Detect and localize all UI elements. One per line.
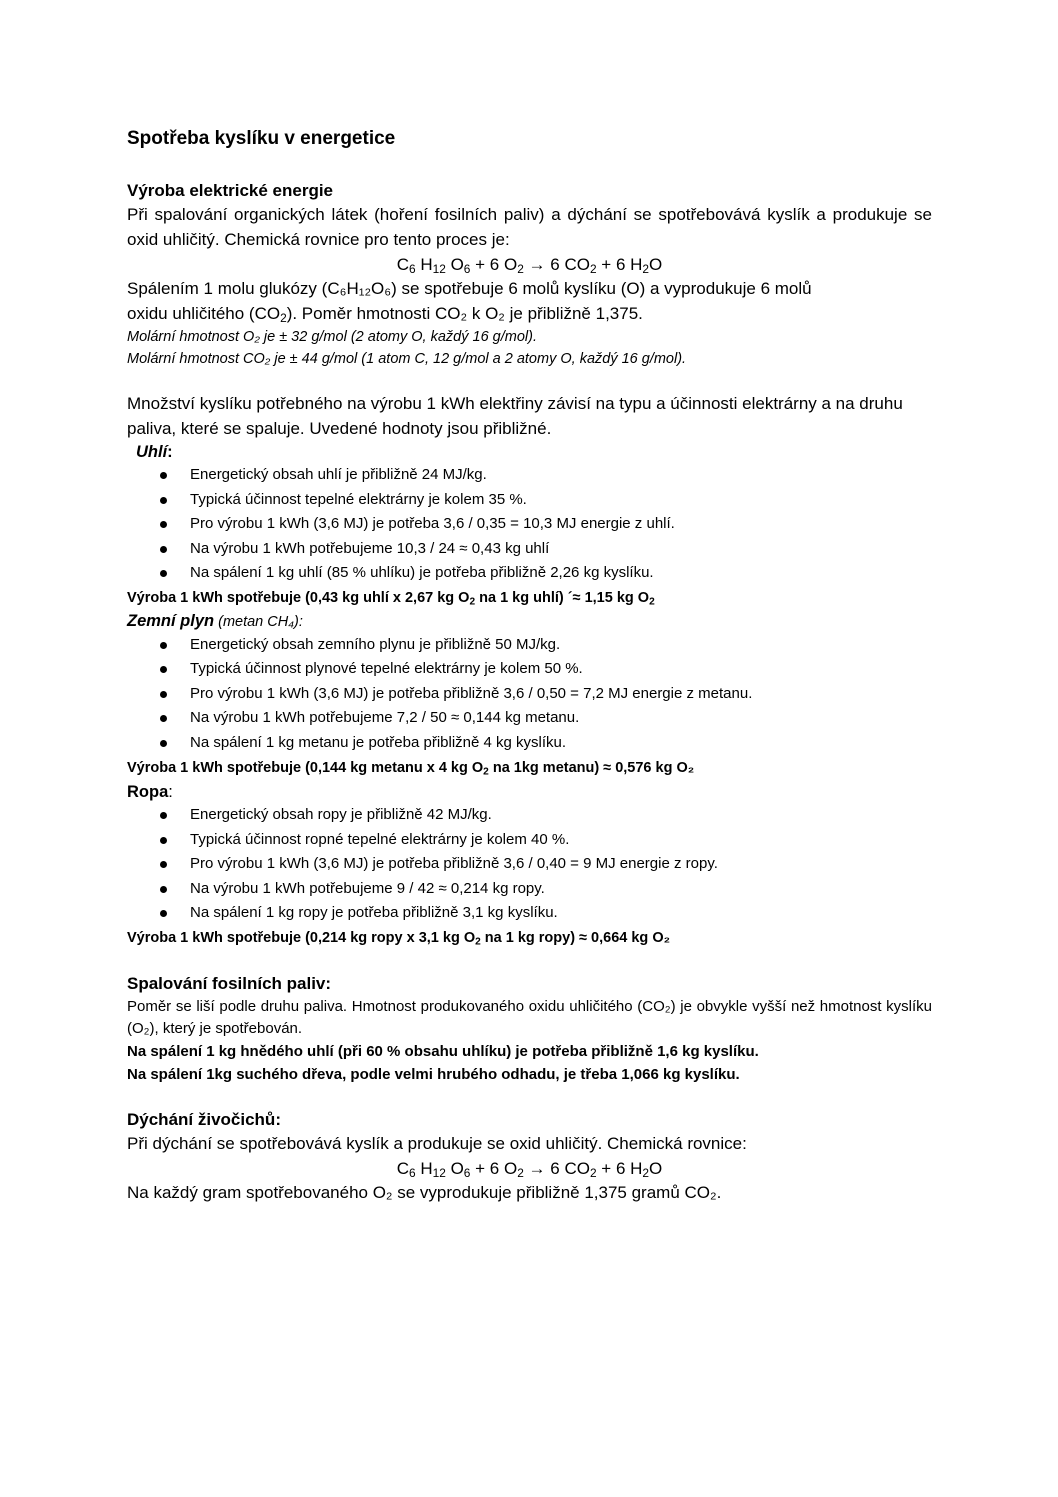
- list-item: [127, 512, 932, 537]
- eq-plus-h2o: + 6 H: [596, 1159, 643, 1178]
- amount-paragraph: Množství kyslíku potřebného na výrobu 1 kWh elektřiny závisí na typu a účinnosti elektrárny a na druhu paliva, které se spaluje. Uvedené hodnoty jsou přibližné.: [127, 394, 903, 438]
- section-heading-respiration: Dýchání živočichů:: [127, 1109, 281, 1129]
- section-heading-combustion: Spalování fosilních paliv:: [127, 973, 332, 993]
- chemical-equation-2: [127, 1156, 932, 1181]
- list-item-text: Typická účinnost ropné tepelné elektrárny je kolem 40 %.: [190, 830, 570, 848]
- list-item-text: Typická účinnost plynové tepelné elektrárny je kolem 50 %.: [190, 660, 583, 677]
- eq-h: H: [415, 255, 433, 274]
- list-item: [127, 828, 932, 853]
- eq-o-sub: 6: [463, 261, 471, 276]
- ratio-line-a: oxidu uhličitého (CO: [127, 303, 281, 323]
- eq-co2-sub: 2: [589, 261, 597, 276]
- oil-sum-sub: 2: [475, 936, 481, 948]
- list-item-text: Pro výrobu 1 kWh (3,6 MJ) je potřeba přibližně 3,6 / 0,40 = 9 MJ energie z ropy.: [190, 855, 718, 872]
- eq-plus-o2: + 6 O: [470, 255, 518, 274]
- list-item: [127, 731, 932, 756]
- intro-paragraph: Při spalování organických látek (hoření fosilních paliv) a dýchání se spotřebovává kyslík a produkuje se oxid uhličitý. Chemická rovnice pro tento proces je:: [127, 205, 932, 249]
- bullet-icon: [160, 642, 167, 649]
- chemical-equation-1: [127, 252, 932, 277]
- bullet-icon: [160, 691, 167, 698]
- gas-note: (metan CH₄):: [214, 613, 303, 630]
- respiration-paragraph: Při dýchání se spotřebovává kyslík a produkuje se oxid uhličitý. Chemická rovnice:: [127, 1133, 747, 1153]
- gas-summary: [127, 755, 932, 781]
- list-item: [127, 463, 932, 488]
- gas-list: [127, 633, 932, 756]
- coal-heading: [127, 441, 932, 463]
- gas-name: Zemní plyn: [127, 611, 215, 630]
- eq-arrow-co2: → 6 CO: [523, 1159, 590, 1178]
- bullet-icon: [160, 886, 167, 893]
- bullet-icon: [160, 521, 167, 528]
- eq-c: C: [396, 1159, 409, 1178]
- coal-colon: :: [167, 443, 173, 461]
- coal-sum-c: na 1 kg uhlí) ´≈ 1,15 kg O: [475, 589, 650, 606]
- list-item-text: Energetický obsah zemního plynu je přibližně 50 MJ/kg.: [190, 635, 561, 653]
- coal-sum-a: Výroba 1 kWh spotřebuje (0,43 kg uhlí x 2,67 kg O: [127, 589, 470, 606]
- bullet-icon: [160, 472, 167, 479]
- coal-name: Uhlí: [136, 443, 168, 461]
- coal-list: [127, 463, 932, 586]
- eq-c-sub: 6: [408, 261, 416, 276]
- ratio-line-c: ). Poměr hmotnosti CO₂ k O₂ je přibližně 1,375.: [286, 303, 643, 323]
- list-item: [127, 803, 932, 828]
- eq-h-sub: 12: [432, 261, 446, 276]
- eq-c: C: [396, 255, 409, 274]
- bullet-icon: [160, 910, 167, 917]
- list-item-text: Energetický obsah ropy je přibližně 42 MJ/kg.: [190, 806, 492, 823]
- bullet-icon: [160, 497, 167, 504]
- eq-h-sub: 12: [432, 1165, 446, 1180]
- coal-sum-sub2: 2: [649, 596, 655, 608]
- list-item: [127, 852, 932, 877]
- list-item: [127, 633, 932, 658]
- bullet-icon: [160, 861, 167, 868]
- ratio-line: [127, 302, 932, 327]
- list-item-text: Na výrobu 1 kWh potřebujeme 10,3 / 24 ≈ 0,43 kg uhlí: [190, 539, 550, 557]
- bullet-icon: [160, 812, 167, 819]
- eq-plus-h2o: + 6 H: [596, 255, 643, 274]
- eq-o: O: [445, 1159, 464, 1178]
- dry-wood-line: Na spálení 1kg suchého dřeva, podle velmi hrubého odhadu, je třeba 1,066 kg kyslíku.: [127, 1065, 740, 1083]
- gas-sum-c: na 1kg metanu) ≈ 0,576 kg O₂: [488, 760, 695, 776]
- bullet-icon: [160, 715, 167, 722]
- eq-o2-sub: 2: [517, 261, 524, 276]
- list-item-text: Typická účinnost tepelné elektrárny je kolem 35 %.: [190, 490, 527, 508]
- list-item-text: Na spálení 1 kg metanu je potřeba přibližně 4 kg kyslíku.: [190, 733, 567, 751]
- bullet-icon: [160, 666, 167, 673]
- list-item: [127, 561, 932, 586]
- oil-sum-a: Výroba 1 kWh spotřebuje (0,214 kg ropy x 3,1 kg O: [127, 929, 476, 946]
- coal-sum-sub1: 2: [469, 596, 476, 608]
- eq-arrow-co2: → 6 CO: [523, 255, 590, 274]
- bullet-icon: [160, 570, 167, 577]
- eq-co2-sub: 2: [589, 1165, 597, 1180]
- list-item-text: Energetický obsah uhlí je přibližně 24 MJ/kg.: [190, 466, 487, 483]
- oil-colon: :: [168, 783, 173, 801]
- list-item-text: Pro výrobu 1 kWh (3,6 MJ) je potřeba přibližně 3,6 / 0,50 = 7,2 MJ energie z metanu.: [190, 684, 753, 702]
- ratio-line-sub: 2: [280, 310, 287, 325]
- list-item-text: Na výrobu 1 kWh potřebujeme 7,2 / 50 ≈ 0,144 kg metanu.: [190, 709, 580, 726]
- combustion-paragraph: Poměr se liší podle druhu paliva. Hmotnost produkovaného oxidu uhličitého (CO₂) je obvykle vyšší než hmotnost kyslíku (O₂), který je spotřebován.: [127, 997, 932, 1037]
- oil-heading: [127, 781, 932, 803]
- eq-tail: O: [649, 255, 663, 274]
- document-title: Spotřeba kyslíku v energetice: [127, 128, 396, 149]
- bullet-icon: [160, 837, 167, 844]
- list-item: [127, 901, 932, 926]
- eq-c-sub: 6: [408, 1165, 416, 1180]
- list-item: [127, 877, 932, 902]
- list-item: [127, 706, 932, 731]
- eq-h: H: [415, 1159, 433, 1178]
- gas-heading: [127, 610, 932, 633]
- final-line: Na každý gram spotřebovaného O₂ se vyprodukuje přibližně 1,375 gramů CO₂.: [127, 1183, 722, 1202]
- list-item: [127, 682, 932, 707]
- brown-coal-line: Na spálení 1 kg hnědého uhlí (při 60 % obsahu uhlíku) je potřeba přibližně 1,6 kg kyslíku.: [127, 1042, 759, 1060]
- oil-sum-c: na 1 kg ropy) ≈ 0,664 kg O₂: [480, 929, 671, 946]
- coal-summary: [127, 586, 932, 610]
- list-item-text: Pro výrobu 1 kWh (3,6 MJ) je potřeba 3,6 / 0,35 = 10,3 MJ energie z uhlí.: [190, 515, 675, 532]
- list-item-text: Na spálení 1 kg uhlí (85 % uhlíku) je potřeba přibližně 2,26 kg kyslíku.: [190, 564, 654, 581]
- list-item: [127, 537, 932, 562]
- eq-plus-o2: + 6 O: [470, 1159, 518, 1178]
- bullet-icon: [160, 740, 167, 747]
- glucose-line: Spálením 1 molu glukózy (C₆H₁₂O₆) se spotřebuje 6 molů kyslíku (O) a vyprodukuje 6 molů: [127, 279, 812, 298]
- list-item-text: Na spálení 1 kg ropy je potřeba přibližně 3,1 kg kyslíku.: [190, 904, 558, 921]
- section-heading-electricity: Výroba elektrické energie: [127, 181, 334, 200]
- eq-o2-sub: 2: [517, 1165, 524, 1180]
- oil-list: [127, 803, 932, 926]
- document-body: [127, 126, 932, 1206]
- eq-h2-sub: 2: [642, 261, 650, 276]
- eq-o: O: [445, 255, 464, 274]
- molar-mass-co2-note: Molární hmotnost CO₂ je ± 44 g/mol (1 atom C, 12 g/mol a 2 atomy O, každý 16 g/mol).: [127, 351, 687, 367]
- oil-name: Ropa: [127, 783, 169, 801]
- molar-mass-o2-note: Molární hmotnost O₂ je ± 32 g/mol (2 atomy O, každý 16 g/mol).: [127, 329, 537, 345]
- eq-h2-sub: 2: [642, 1165, 650, 1180]
- list-item-text: Na výrobu 1 kWh potřebujeme 9 / 42 ≈ 0,214 kg ropy.: [190, 879, 545, 897]
- eq-tail: O: [649, 1159, 663, 1178]
- eq-o-sub: 6: [463, 1165, 471, 1180]
- list-item: [127, 657, 932, 682]
- gas-sum-sub: 2: [483, 766, 489, 778]
- gas-sum-a: Výroba 1 kWh spotřebuje (0,144 kg metanu x 4 kg O: [127, 760, 484, 776]
- oil-summary: [127, 926, 932, 950]
- bullet-icon: [160, 546, 167, 553]
- list-item: [127, 488, 932, 513]
